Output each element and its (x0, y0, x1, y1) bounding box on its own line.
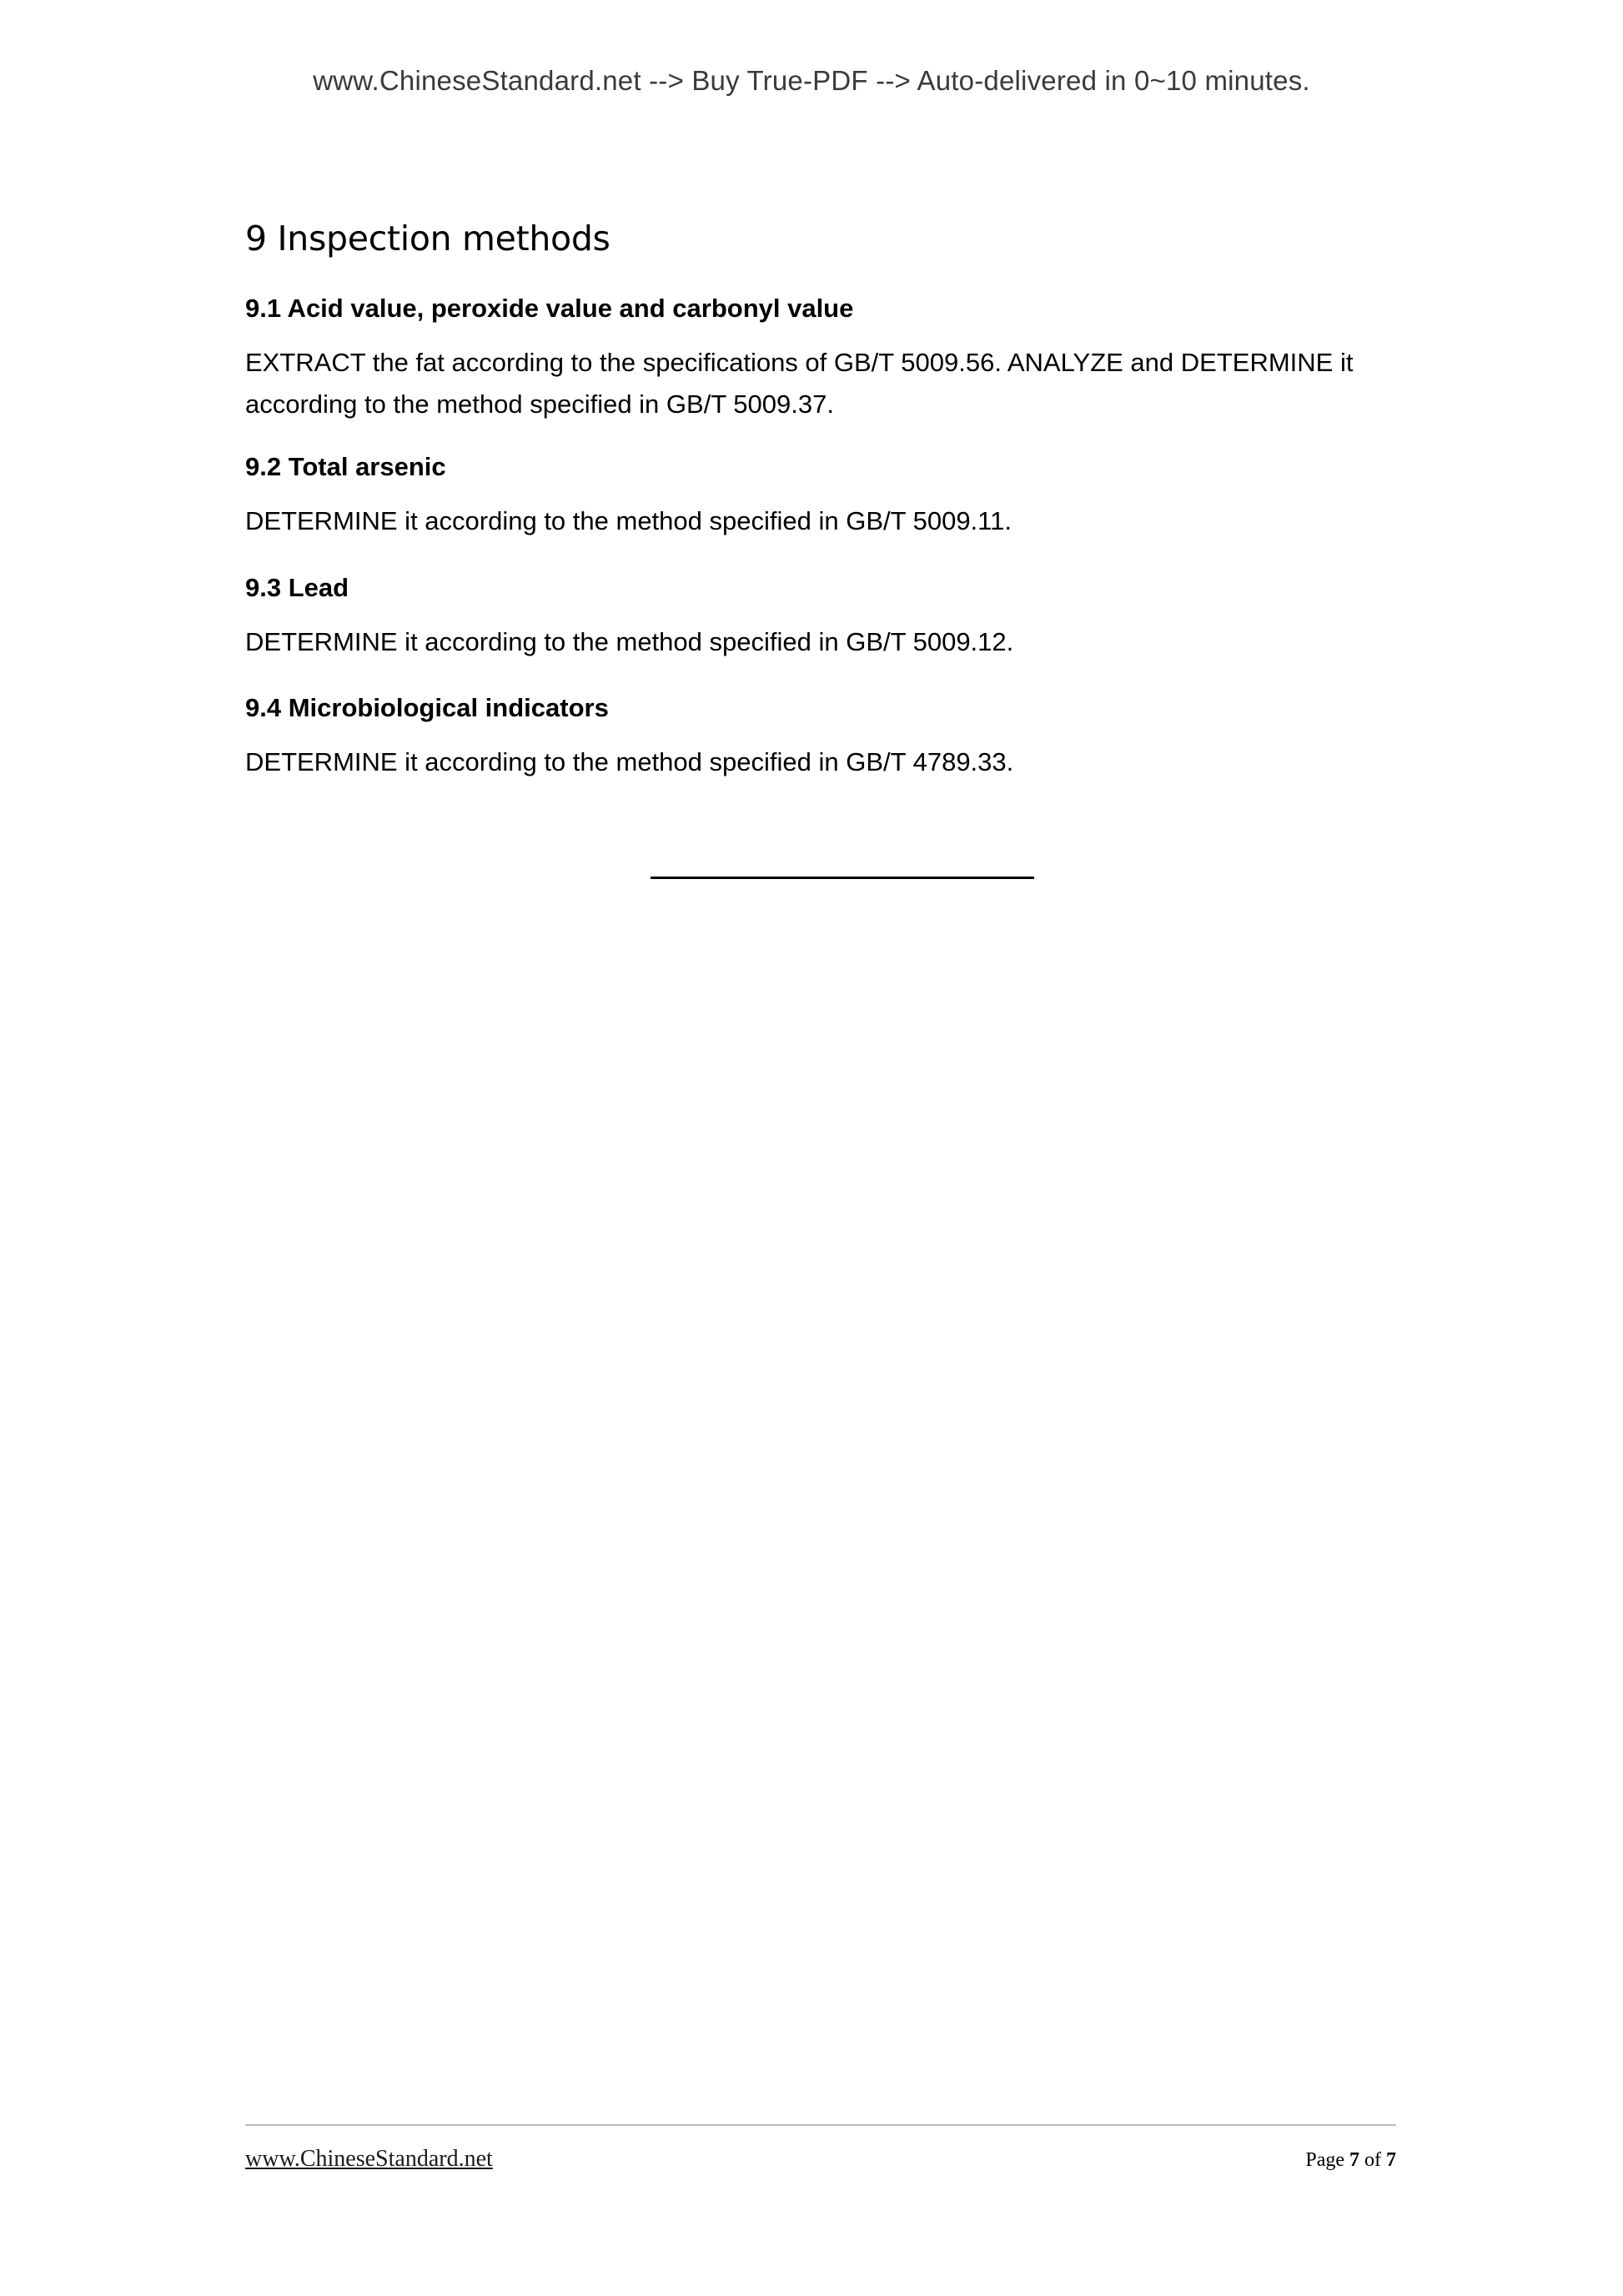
page-footer (245, 2124, 1396, 2173)
subsection-heading-9-4: 9.4 Microbiological indicators (245, 692, 609, 722)
footer-site-link[interactable]: www.ChineseStandard.net (245, 2146, 493, 2172)
document-body (245, 219, 1396, 879)
horizontal-rule (651, 877, 1034, 879)
subsection-paragraph-9-3: DETERMINE it according to the method specified in GB/T 5009.12. (245, 626, 1014, 656)
end-of-document-divider (245, 877, 1396, 879)
page-total: 7 (1386, 2149, 1396, 2171)
subsection-paragraph-9-2: DETERMINE it according to the method specified in GB/T 5009.11. (245, 506, 1012, 536)
watermark-banner: www.ChineseStandard.net --> Buy True-PDF --> Auto-delivered in 0~10 minutes. (313, 65, 1310, 96)
page-of: of (1364, 2149, 1381, 2171)
subsection-paragraph-9-4: DETERMINE it according to the method specified in GB/T 4789.33. (245, 746, 1014, 776)
subsection-heading-9-1: 9.1 Acid value, peroxide value and carbonyl value (245, 294, 854, 323)
page-label: Page (1305, 2149, 1344, 2171)
page-number (1305, 2149, 1396, 2172)
subsection-paragraph-9-1: EXTRACT the fat according to the specifications of GB/T 5009.56. ANALYZE and DETERMINE it according to the method specified in GB/T 5009.37. (245, 348, 1354, 420)
page-title: 9 Inspection methods (245, 219, 611, 259)
subsection-heading-9-2: 9.2 Total arsenic (245, 452, 446, 482)
page-current: 7 (1349, 2149, 1359, 2171)
subsection-heading-9-3: 9.3 Lead (245, 572, 349, 602)
